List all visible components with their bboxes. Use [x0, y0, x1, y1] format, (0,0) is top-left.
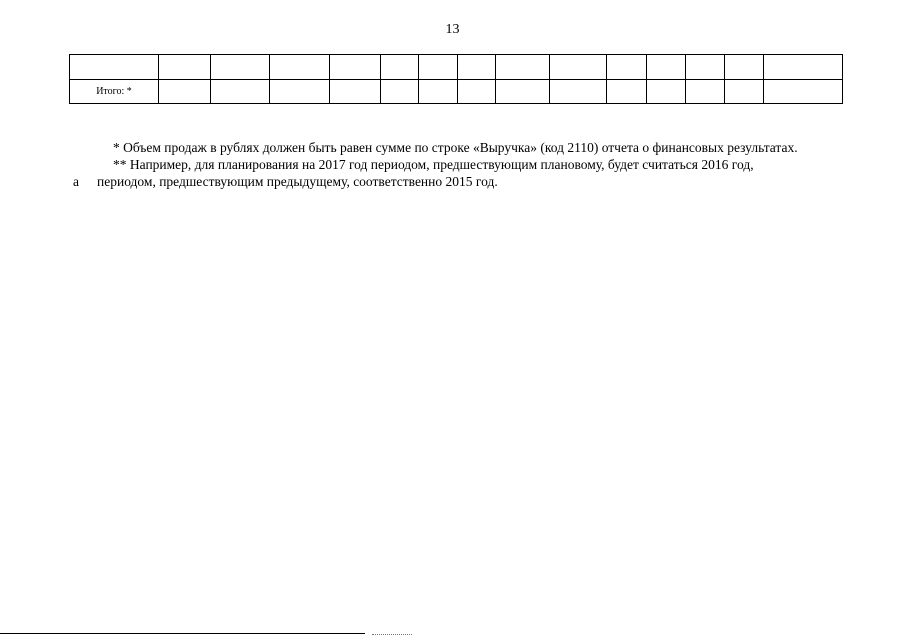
table-cell — [607, 55, 647, 80]
table-row-total — [70, 80, 843, 104]
table-cell — [70, 55, 159, 80]
table-cell — [211, 55, 270, 80]
table-cell — [381, 55, 419, 80]
footnote-1: * Объем продаж в рублях должен быть равен сумме по строке «Выручка» (код 2110) отчета о финансовых результатах. — [113, 140, 798, 155]
table-cell — [647, 55, 686, 80]
total-label: Итого: * — [70, 80, 159, 104]
table-row — [70, 55, 843, 80]
data-table — [69, 54, 843, 104]
table-cell — [496, 80, 550, 104]
footnote-2-line-1: ** Например, для планирования на 2017 год периодом, предшествующим плановому, будет считаться 2016 год, — [113, 157, 754, 172]
table-cell — [270, 55, 330, 80]
table-cell — [496, 55, 550, 80]
footnote-2-continuation — [73, 173, 843, 190]
table-cell — [764, 55, 843, 80]
table-cell — [458, 80, 496, 104]
table-cell — [550, 55, 607, 80]
footnote-2-prefix: а — [73, 174, 79, 189]
table-cell — [764, 80, 843, 104]
table-cell — [607, 80, 647, 104]
table-cell — [458, 55, 496, 80]
page-number: 13 — [445, 22, 460, 37]
table-cell — [419, 55, 458, 80]
table-cell — [686, 55, 725, 80]
table-cell — [686, 80, 725, 104]
table-cell — [211, 80, 270, 104]
table-cell — [550, 80, 607, 104]
table-cell — [725, 55, 764, 80]
table-cell — [270, 80, 330, 104]
footnote-2-line-2: периодом, предшествующим предыдущему, соответственно 2015 год. — [97, 174, 498, 189]
table-cell — [647, 80, 686, 104]
table-cell — [419, 80, 458, 104]
table-cell — [159, 80, 211, 104]
footer-rule — [0, 633, 365, 634]
footer-mark — [372, 634, 412, 635]
footnotes — [73, 139, 843, 190]
table-cell — [381, 80, 419, 104]
table-cell — [159, 55, 211, 80]
table-cell — [725, 80, 764, 104]
table-cell — [330, 80, 381, 104]
table-cell — [330, 55, 381, 80]
